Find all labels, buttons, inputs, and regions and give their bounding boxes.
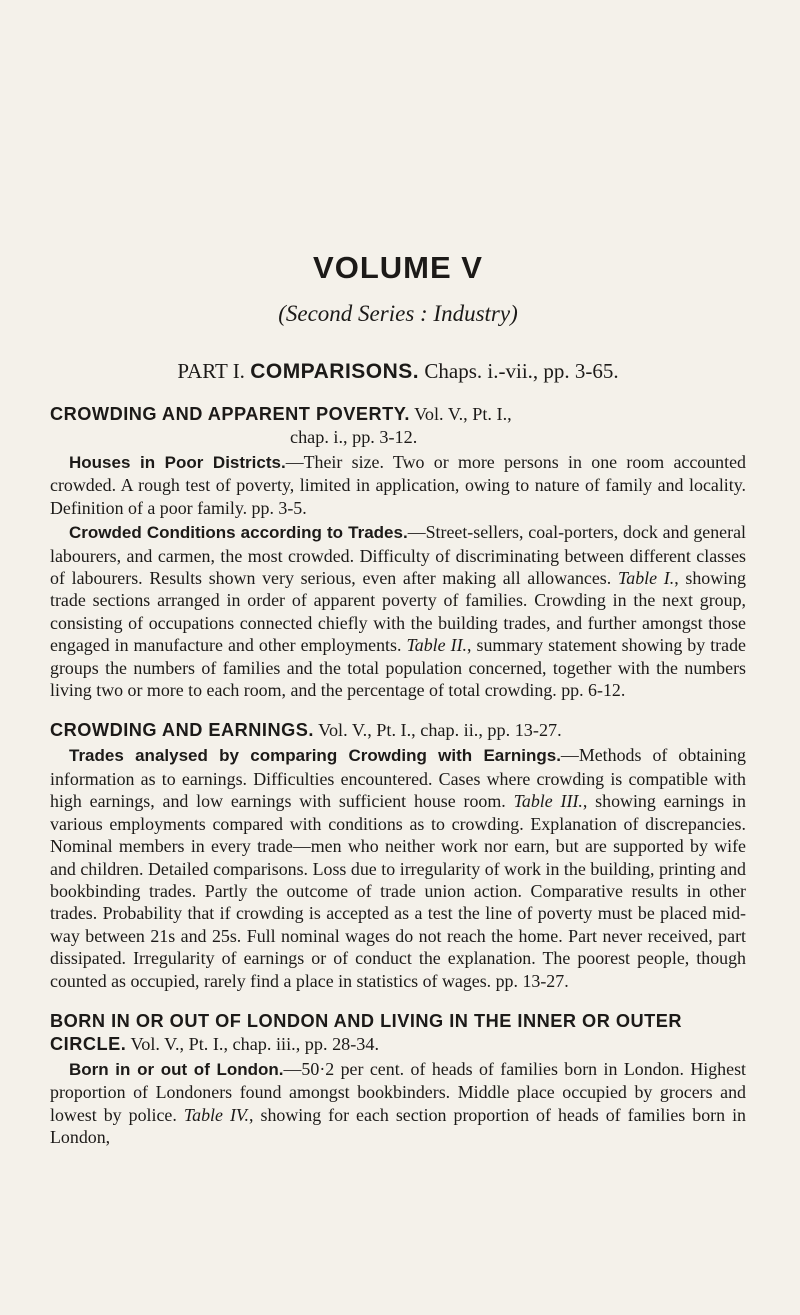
- volume-title: VOLUME V: [313, 250, 483, 285]
- series-subtitle: (Second Series : Industry): [278, 301, 518, 326]
- section-crowding-earnings: [50, 719, 746, 991]
- subheading: Trades analysed by comparing Crowding with Earnings.: [69, 746, 561, 766]
- paragraph-text: —Methods of obtaining information as to earnings. Difficulties encountered. Cases where crowding is compatible with high earnings, and low earnings with sufficient house room.: [50, 745, 747, 812]
- paragraph: [50, 744, 746, 991]
- section-title: CROWDING AND APPARENT POVERTY.: [50, 404, 410, 424]
- section-heading: [50, 403, 746, 449]
- paragraph: [50, 451, 746, 519]
- paragraph-text: —50·2 per cent. of heads of families born in London. Highest proportion of Londoners found amongst bookbinders. Middle place occupied by grocers and lowest by police.: [50, 1058, 746, 1125]
- section-title: BORN IN OR OUT OF LONDON AND LIVING IN THE INNER OR OUTER CIRCLE.: [50, 1010, 683, 1054]
- paragraph-text: , showing trade sections arranged in order of apparent poverty of families. Crowding in the next group, consisting of occupations connected chiefly with the building trades, and further amongst those engaged in manufacture and other employments.: [50, 568, 746, 656]
- paragraph-text: —Their size. Two or more persons in one room accounted crowded. A rough test of poverty, limited in application, owing to nature of family and locality. Definition of a poor family. pp. 3-5.: [50, 452, 746, 518]
- section-born-london: [50, 1010, 746, 1149]
- section-crowding-poverty: [50, 403, 746, 701]
- subheading: Houses in Poor Districts.: [69, 453, 286, 472]
- part-ref: Chaps. i.-vii., pp. 3-65.: [424, 359, 619, 383]
- table-ref: Table IV.: [183, 1104, 250, 1125]
- subheading: Crowded Conditions according to Trades.: [69, 523, 408, 543]
- section-ref-cont: chap. i., pp. 3-12.: [290, 427, 418, 447]
- section-ref: Vol. V., Pt. I.,: [414, 404, 512, 424]
- section-title: CROWDING AND EARNINGS.: [50, 720, 314, 741]
- table-ref: Table I.: [617, 568, 675, 589]
- paragraph-text: , showing for each section proportion of heads of families born in London,: [50, 1104, 746, 1148]
- paragraph: [50, 1058, 746, 1149]
- paragraph: [50, 521, 746, 701]
- section-heading: [50, 719, 746, 742]
- table-ref: Table III.: [513, 791, 583, 812]
- part-name: COMPARISONS.: [250, 360, 420, 383]
- part-label: PART I.: [177, 359, 245, 383]
- paragraph-text: , summary statement showing by trade groups the numbers of families and the total population concerned, together with the numbers living two or more to each room, and the percentage of total crowding. pp. 6-12.: [50, 635, 746, 701]
- paragraph-text: , showing earnings in various employments compared with conditions as to crowding. Explanation of discrepancies. Nominal members in every trade—men who neither work nor earn, but are supported by wife and children. Detailed comparisons. Loss due to irregularity of work in the building, printing and bookbinding trades. Partly the outcome of trade union action. Comparative results in other trades. Probability that if crowding is accepted as a test the line of poverty must be placed mid-way between 21s and 25s. Full nominal wages do not reach the home. Part never received, part dissipated. Irregularity of earnings or of conduct the explanation. The poorest people, though counted as occupied, rarely find a place in statistics of wages. pp. 13-27.: [50, 791, 746, 991]
- section-heading: [50, 1010, 746, 1056]
- subheading: Born in or out of London.: [69, 1059, 284, 1079]
- section-ref: Vol. V., Pt. I., chap. iii., pp. 28-34.: [130, 1033, 380, 1054]
- table-ref: Table II.: [406, 635, 467, 656]
- paragraph-text: —Street-sellers, coal-porters, dock and general labourers, and carmen, the most crowded. Difficulty of discriminating between different classes of labourers. Results shown very serious, even after making all allowances.: [50, 522, 746, 589]
- part-heading: [50, 358, 746, 385]
- section-ref: Vol. V., Pt. I., chap. ii., pp. 13-27.: [318, 720, 562, 741]
